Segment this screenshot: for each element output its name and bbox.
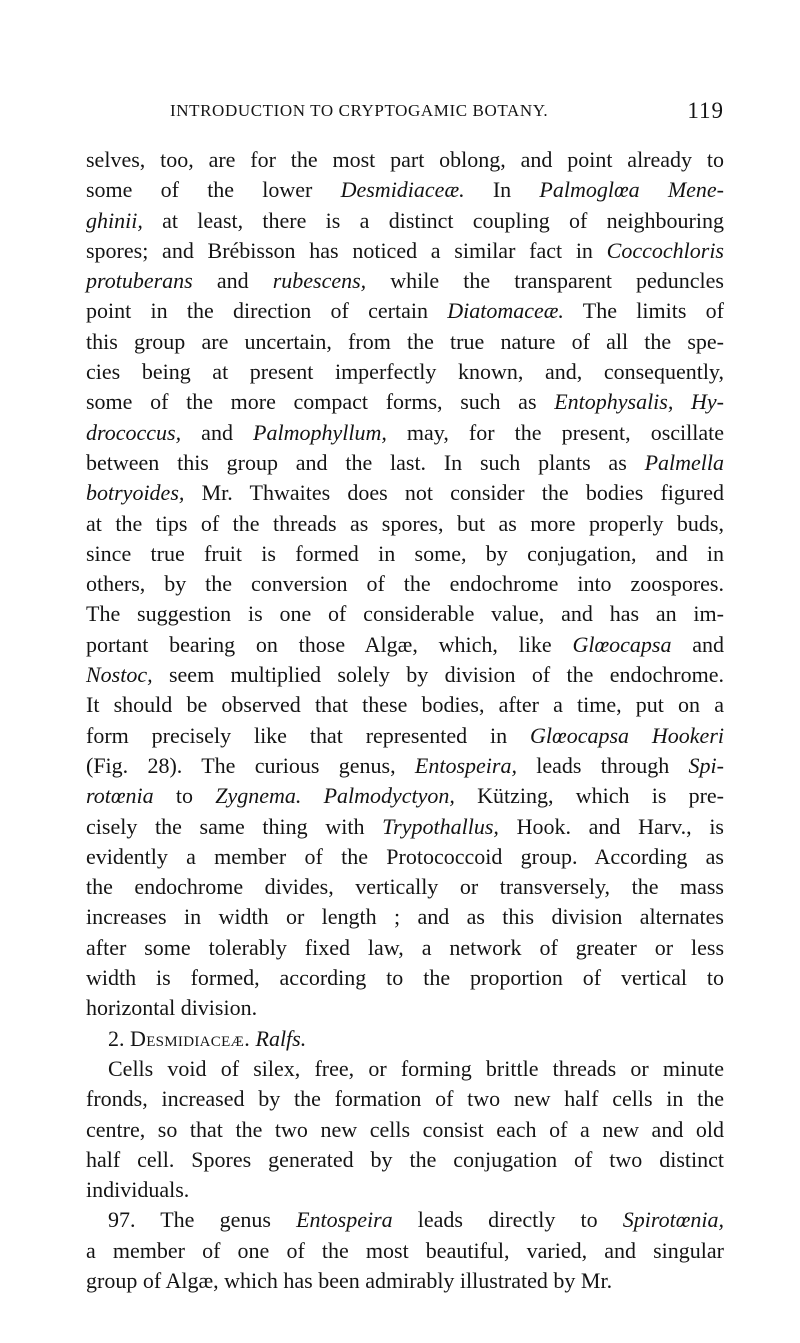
text-run: (Fig. 28). The curious genus, [86,752,415,778]
text-line [86,448,724,478]
text-run: others, by the conversion of the endochrome into zoospores. [86,571,724,597]
text-run: point in the direction of certain [86,298,448,324]
text-line [86,1024,724,1054]
text-line [86,781,724,811]
text-line [86,175,724,205]
text-line [86,721,724,751]
text-line [86,478,724,508]
italic-run: Desmidiaceæ. [340,177,465,203]
text-line [86,1236,724,1266]
text-line [86,327,724,357]
text-line [86,1266,724,1296]
text-line [86,1175,724,1205]
text-run: this group are uncertain, from the true nature of all the spe- [86,328,724,354]
text-run: Hook. and Harv., is [498,813,724,839]
text-run [301,783,323,808]
text-run: and [181,419,254,445]
text-line [86,690,724,720]
italic-run: rotœnia [86,783,154,809]
italic-run: rubescens, [272,268,367,294]
text-run: 97. The genus [108,1207,297,1233]
text-run: some of the lower [86,177,341,203]
text-line [86,1115,724,1145]
text-line [86,872,724,902]
text-line [86,539,724,569]
running-title: INTRODUCTION TO CRYPTOGAMIC BOTANY. [170,101,549,120]
text-line [86,630,724,660]
text-run: and [192,268,273,294]
text-line [86,842,724,872]
text-run: horizontal division. [86,995,258,1021]
text-line [86,206,724,236]
text-run: since true fruit is formed in some, by conjugation, and in [86,540,724,566]
page-number: 119 [687,98,724,123]
italic-run: Entospeira [296,1207,393,1233]
italic-run: Ralfs. [255,1025,307,1051]
italic-run: Glœocapsa [572,631,672,657]
text-run: cies being at present imperfectly known, and, consequently, [86,359,724,385]
text-line [86,509,724,539]
text-run: evidently a member of the Protococcoid group. According as [86,843,724,869]
italic-run: botryoides, [86,480,185,506]
text-line [86,993,724,1023]
text-run: may, for the present, oscillate [386,419,725,445]
italic-run: Diatomaceæ. [447,298,564,324]
text-line [86,902,724,932]
text-run: In [464,177,540,203]
text-run: a member of one of the most beautiful, varied, and singular [86,1237,724,1263]
italic-run: ghinii, [86,207,143,233]
text-line [86,599,724,629]
italic-run: Entospeira, [414,752,517,778]
italic-run: Trypothallus, [382,813,499,839]
text-line [86,812,724,842]
text-run: selves, too, are for the most part oblong, and point already to [86,147,724,172]
text-line [86,1084,724,1114]
text-run: fronds, increased by the formation of two new half cells in the [86,1086,724,1112]
text-run: cisely the same thing with [86,813,383,839]
text-line [86,963,724,993]
italic-run: Spirotœnia, [622,1207,724,1233]
text-run: half cell. Spores generated by the conjugation of two distinct [86,1146,724,1172]
text-line [86,569,724,599]
text-run: form precisely like that represented in [86,722,531,748]
text-line [86,1145,724,1175]
italic-run: Palmodyctyon, [323,783,455,809]
text-run: increases in width or length ; and as this division alternates [86,904,724,930]
text-run: width is formed, according to the proportion of vertical to [86,965,724,991]
text-line [86,933,724,963]
italic-run: Spi- [688,752,724,778]
italic-run: Entophysalis, Hy- [554,389,724,415]
italic-run: Nostoc, [86,662,153,688]
text-run: centre, so that the two new cells consist each of a new and old [86,1116,724,1142]
italic-run: Coccochloris [606,237,724,263]
text-run: some of the more compact forms, such as [86,389,555,415]
text-run: The suggestion is one of considerable value, and has an im- [86,601,724,627]
text-line [86,1205,724,1235]
small-caps-run: Desmidiaceæ. [130,1025,250,1051]
italic-run: drococcus, [86,419,182,445]
text-run: 2. [108,1025,130,1051]
text-line [86,236,724,266]
text-run: leads through [516,752,689,778]
text-line [86,266,724,296]
text-run: and [671,631,725,657]
text-run: Mr. Thwaites does not consider the bodies figured [184,480,724,506]
text-run: It should be observed that these bodies, after a time, put on a [86,692,724,718]
body-text [86,145,724,1296]
text-run: after some tolerably fixed law, a network of greater or less [86,934,724,960]
text-run: group of Algæ, which has been admirably illustrated by Mr. [86,1267,613,1293]
italic-run: Palmophyllum, [253,419,387,445]
text-run: spores; and Brébisson has noticed a similar fact in [86,237,607,263]
text-run: leads directly to [392,1207,623,1233]
text-run: while the transparent peduncles [366,268,724,294]
text-run: seem multiplied solely by division of the endochrome. [152,662,724,688]
text-run: Cells void of silex, free, or forming brittle threads or minute [108,1055,724,1081]
text-run: at least, there is a distinct coupling of neighbouring [142,207,724,233]
italic-run: protuberans [86,268,193,294]
text-run: to [153,783,216,809]
text-line [86,418,724,448]
italic-run: Palmella [644,449,724,475]
text-run: The limits of [563,298,724,324]
text-run: portant bearing on those Algæ, which, like [86,631,573,657]
italic-run: Glœocapsa Hookeri [530,722,724,748]
text-line [86,1054,724,1084]
text-line [86,145,724,175]
text-line [86,357,724,387]
text-line [86,751,724,781]
text-line [86,296,724,326]
text-run: between this group and the last. In such plants as [86,449,645,475]
text-run: Kützing, which is pre- [454,783,725,809]
text-run: individuals. [86,1177,190,1203]
italic-run: Palmoglœa Mene- [539,177,725,203]
text-run: at the tips of the threads as spores, but as more properly buds, [86,510,724,536]
italic-run: Zygnema. [215,783,302,809]
text-run: the endochrome divides, vertically or transversely, the mass [86,874,724,900]
text-line [86,660,724,690]
text-line [86,387,724,417]
